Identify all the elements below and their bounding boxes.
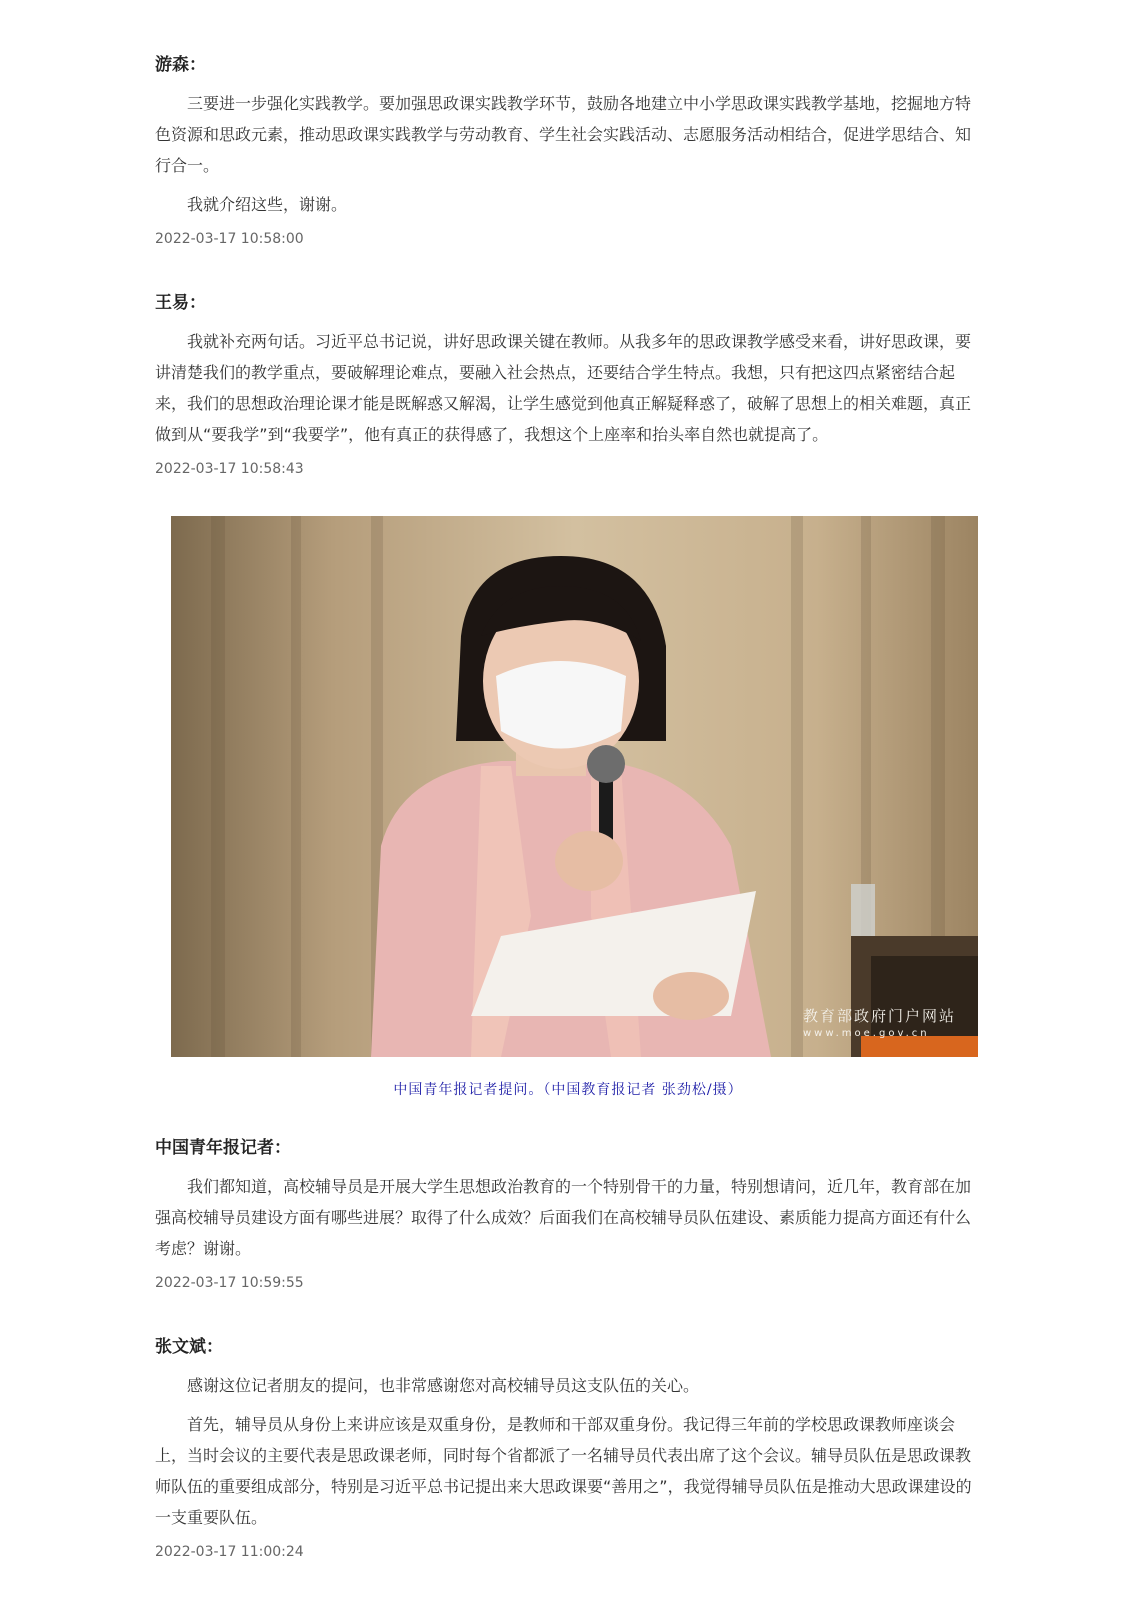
- transcript-paragraph: 感谢这位记者朋友的提问，也非常感谢您对高校辅导员这支队伍的关心。: [187, 1376, 700, 1395]
- transcript-paragraph: 首先，辅导员从身份上来讲应该是双重身份，是教师和干部双重身份。我记得三年前的学校思政课教师座谈会上，当时会议的主要代表是思政课老师，同时每个省都派了一名辅导员代表出席了这个会议。辅导员队伍是思政课教师队伍的重要组成部分，特别是习近平总书记提出来大思政课要“善用之”，我觉得辅导员队伍是推动大思政课建设的一支重要队伍。: [155, 1415, 972, 1527]
- watermark-url: www.moe.gov.cn: [802, 1028, 930, 1039]
- transcript-paragraph: 我就介绍这些，谢谢。: [187, 195, 348, 214]
- speaker-name: 王易：: [155, 293, 206, 313]
- timestamp: 2022-03-17 10:59:55: [155, 1275, 304, 1291]
- transcript-block: [155, 1334, 981, 1563]
- timestamp: 2022-03-17 10:58:00: [155, 231, 304, 247]
- speaker-name: 张文斌：: [155, 1337, 223, 1357]
- transcript-paragraph: 三要进一步强化实践教学。要加强思政课实践教学环节，鼓励各地建立中小学思政课实践教学基地，挖掘地方特色资源和思政元素，推动思政课实践教学与劳动教育、学生社会实践活动、志愿服务活动相结合，促进学思结合、知行合一。: [155, 94, 972, 175]
- article-content: [155, 52, 981, 1603]
- transcript-paragraph: 我们都知道，高校辅导员是开展大学生思想政治教育的一个特别骨干的力量，特别想请问，近几年，教育部在加强高校辅导员建设方面有哪些进展？取得了什么成效？后面我们在高校辅导员队伍建设、素质能力提高方面还有什么考虑？谢谢。: [155, 1177, 972, 1258]
- timestamp: 2022-03-17 11:00:24: [155, 1544, 304, 1560]
- transcript-block: [155, 290, 981, 480]
- photo-caption: 中国青年报记者提问。（中国教育报记者 张劲松/摄）: [393, 1082, 743, 1098]
- photo-illustration: [171, 516, 978, 1057]
- transcript-block: [155, 52, 981, 250]
- speaker-name: 游森：: [155, 55, 206, 75]
- timestamp: 2022-03-17 10:58:43: [155, 461, 304, 477]
- speaker-name: 中国青年报记者：: [155, 1138, 291, 1158]
- transcript-block: [155, 1135, 981, 1294]
- news-photo: [171, 516, 978, 1057]
- photo-watermark: [803, 1005, 956, 1039]
- watermark-title: 教育部政府门户网站: [802, 1007, 956, 1025]
- transcript-paragraph: 我就补充两句话。习近平总书记说，讲好思政课关键在教师。从我多年的思政课教学感受来看，讲好思政课，要讲清楚我们的教学重点，要破解理论难点，要融入社会热点，还要结合学生特点。我想，只有把这四点紧密结合起来，我们的思想政治理论课才能是既解惑又解渴，让学生感觉到他真正解疑释惑了，破解了思想上的相关难题，真正做到从“要我学”到“我要学”，他有真正的获得感了，我想这个上座率和抬头率自然也就提高了。: [155, 332, 972, 444]
